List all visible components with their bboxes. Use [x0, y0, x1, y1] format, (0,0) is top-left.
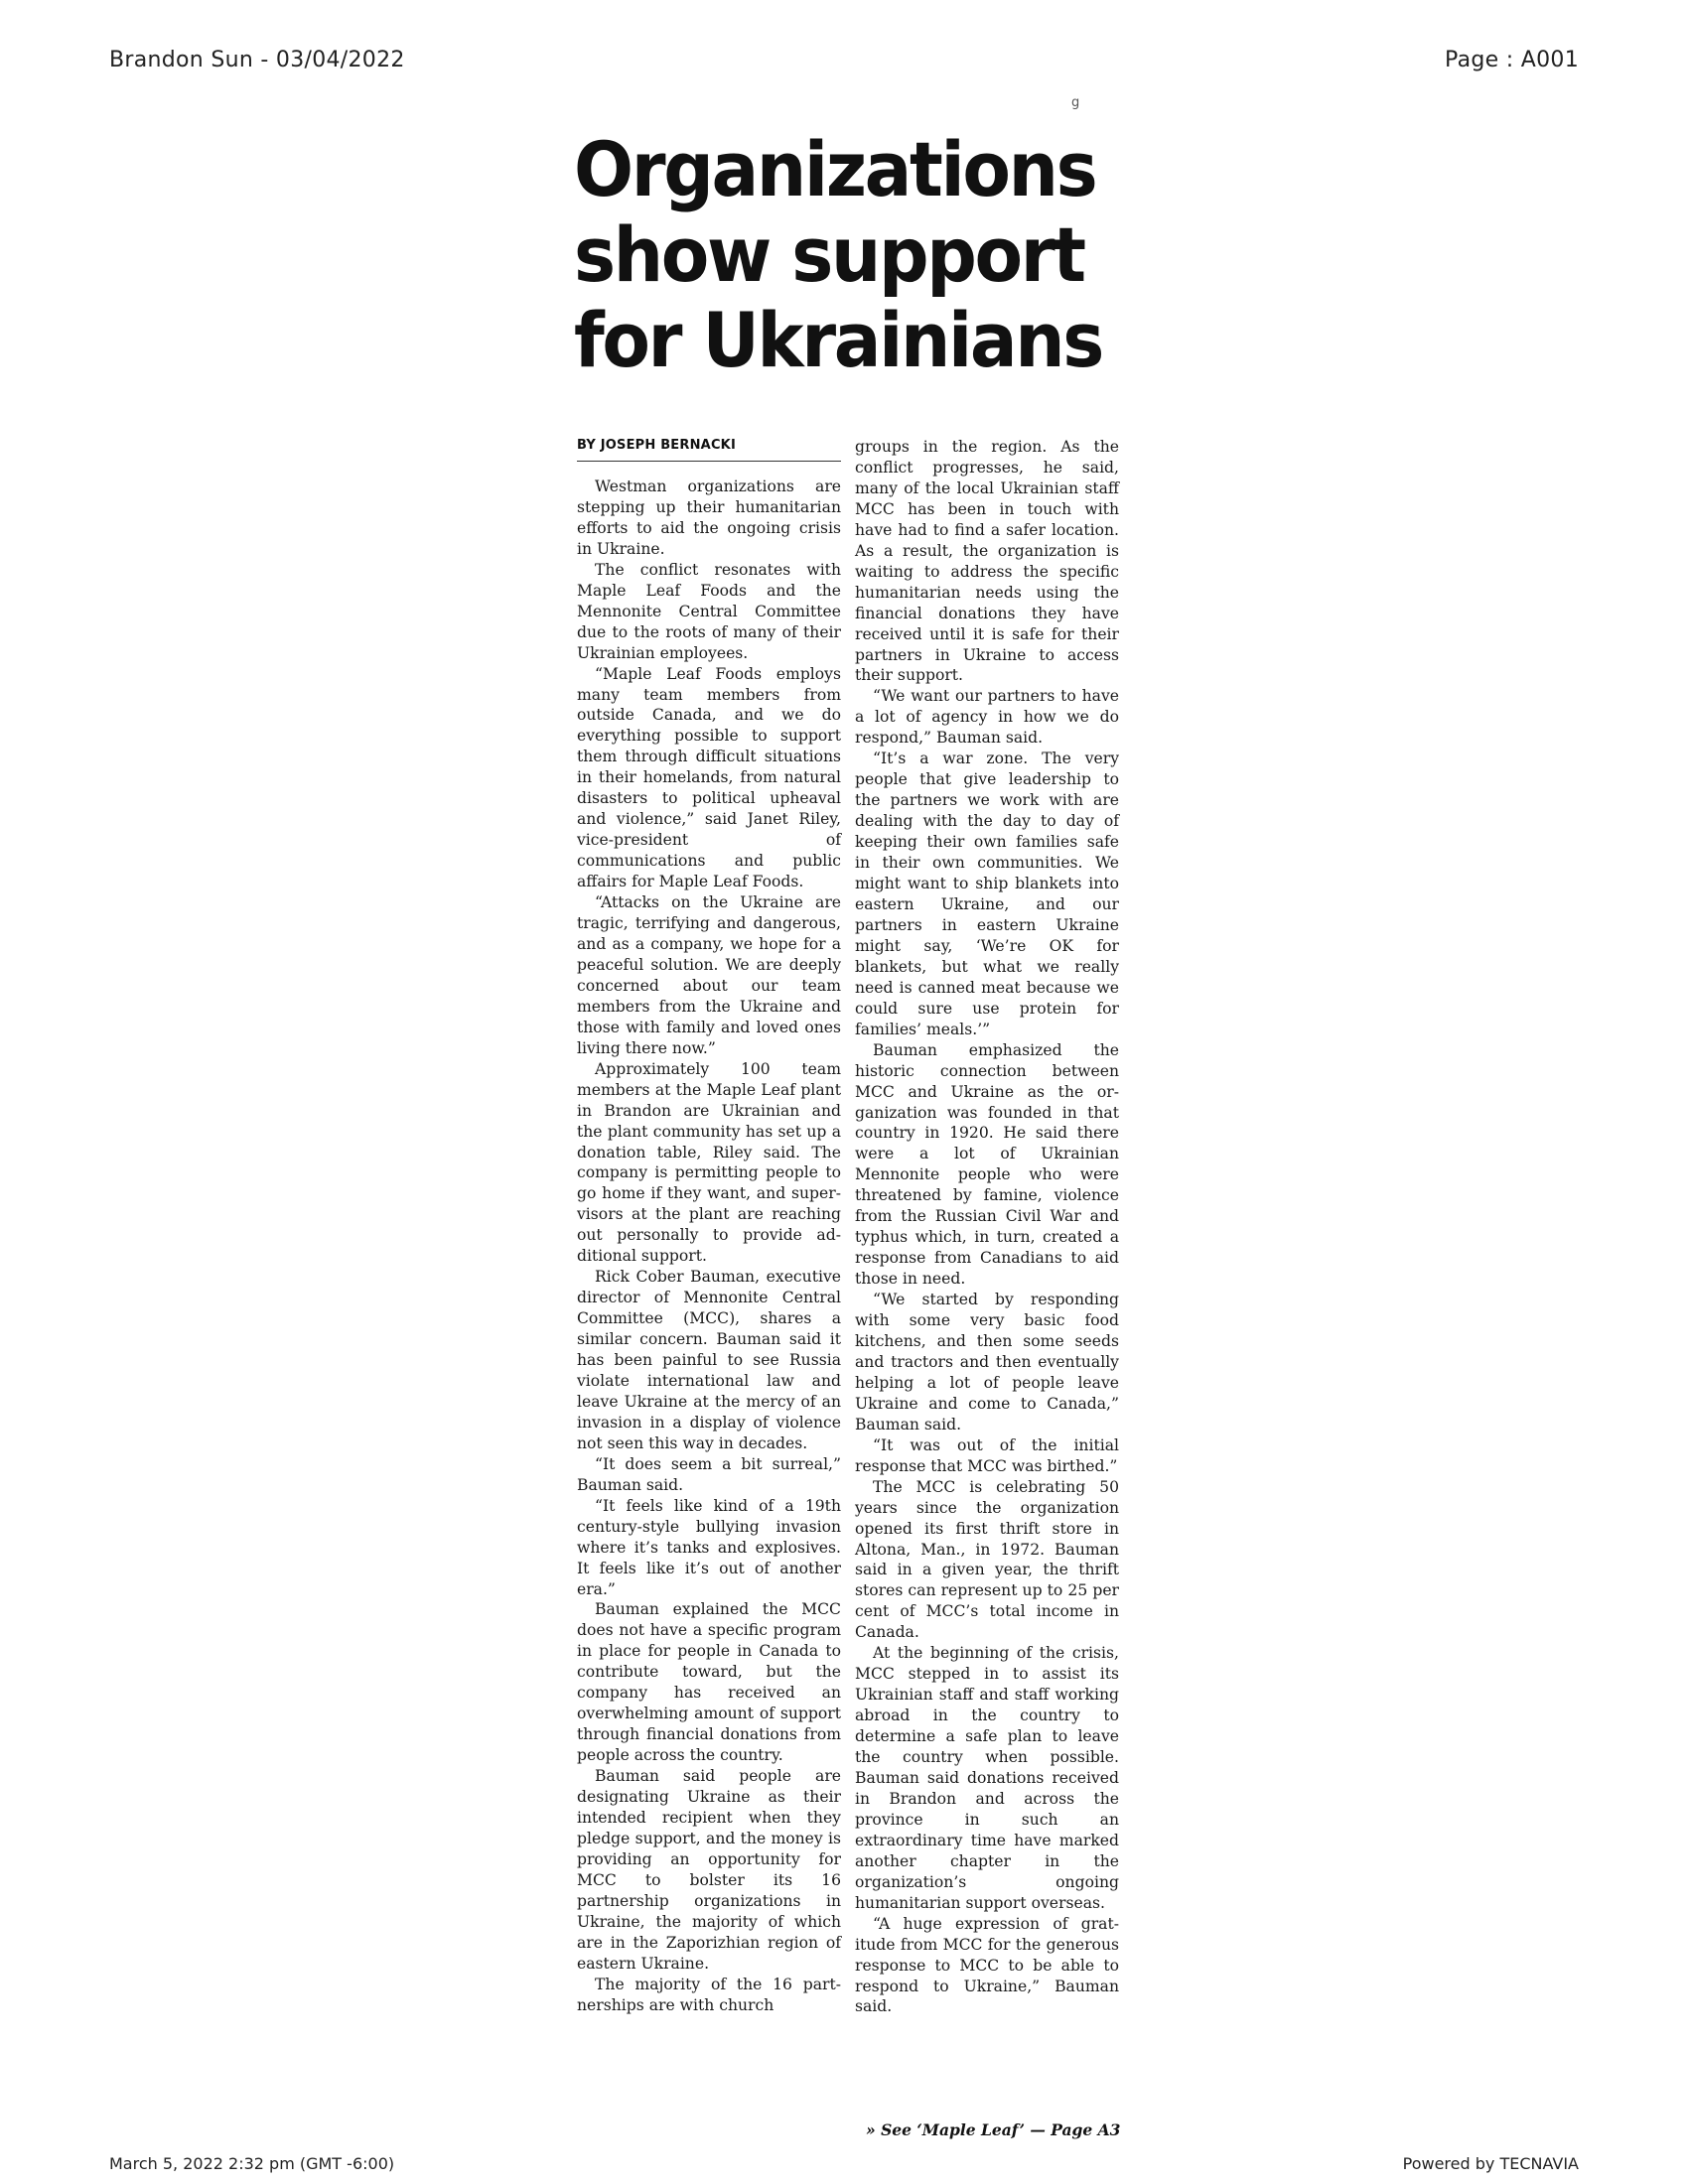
- paragraph: “A huge expression of gratitude from MCC for the generous response to MCC to be able to respond to Ukraine,” Bauman said.: [855, 1914, 1119, 2016]
- paragraph: “It feels like kind of a 19th century-style bullying invasion where it’s tanks and explosives. It feels like it’s out of another era.”: [577, 1496, 841, 1598]
- paragraph: The conflict resonates with Maple Leaf Foods and the Mennonite Central Committee due to the roots of many of their Ukrainian employees.: [577, 560, 841, 662]
- paragraph: “It’s a war zone. The very people that give leadership to the partners we work with are dealing with the day to day of keeping their own families safe in their own communities. We might want to ship blankets into eastern Ukraine, and our partners in eastern Ukraine might say, ‘We’re OK for blankets, but what we really need is canned meat because we could sure use protein for families’ meals.’”: [855, 750, 1119, 1038]
- paragraph: “Attacks on the Ukraine are tragic, terrifying and dangerous, and as a company, we hope for a peaceful solution. We are deeply concerned about our team members from the Ukraine and those with family and loved ones living there now.”: [577, 893, 841, 1057]
- page-header-source-date: Brandon Sun - 03/04/2022: [109, 48, 405, 72]
- jump-line-link[interactable]: » See ‘Maple Leaf’ — Page A3: [866, 2120, 1121, 2139]
- paragraph: At the beginning of the crisis, MCC stepped in to assist its Ukrainian staff and staff working abroad in the country to determine a safe plan to leave the country when possible. Bauman said donations received in Brandon and across the province in such an extraordinary time have marked another chapter in the organization’s ongoing humanitarian support overseas.: [855, 1644, 1119, 1912]
- article-headline: [574, 125, 1103, 384]
- paragraph-continuation: groups in the region. As the conflict progresses, he said, many of the local Ukrainian staff MCC has been in touch with have had to find a safer location. As a result, the organization is waiting to address the specific humanitarian needs using the financial donations they have received until it is safe for their partners in Ukraine to access their support.: [855, 438, 1119, 685]
- paragraph: Rick Cober Bauman, executive director of Mennonite Central Committee (MCC), shares a similar concern. Bauman said it has been painful to see Russia violate international law and leave Ukraine at the mercy of an invasion in a display of violence not seen this way in decades.: [577, 1268, 841, 1452]
- paragraph: Approximately 100 team members at the Maple Leaf plant in Brandon are Ukrainian and the plant community has set up a donation table, Riley said. The company is permitting people to go home if they want, and supervisors at the plant are reaching out personally to provide additional support.: [577, 1059, 841, 1266]
- paragraph: “Maple Leaf Foods employs many team members from outside Canada, and we do everything possible to support them through difficult situations in their homelands, from natural disasters to political upheaval and violence,” said Janet Riley, vice-president of communications and public affairs for Maple Leaf Foods.: [577, 664, 841, 891]
- article-column-1: [577, 477, 841, 2016]
- paragraph: The majority of the 16 partnerships are with church: [577, 1975, 841, 2014]
- headline-line-2: show support: [574, 210, 1084, 299]
- page-header-page-number: Page : A001: [1445, 48, 1579, 72]
- headline-line-1: Organizations: [574, 125, 1096, 213]
- byline: BY JOSEPH BERNACKI: [577, 438, 841, 462]
- page-footer-timestamp: March 5, 2022 2:32 pm (GMT -6:00): [109, 2154, 395, 2173]
- paragraph: “We started by responding with some very basic food kitchens, and then some seeds and tractors and then eventually helping a lot of people leave Ukraine and come to Canada,” Bauman said.: [855, 1291, 1119, 1433]
- page-footer-credit: Powered by TECNAVIA: [1402, 2154, 1579, 2173]
- paragraph: Bauman explained the MCC does not have a specific program in place for people in Canada to contribute toward, but the company has received an overwhelming amount of support through financial donations from people across the country.: [577, 1600, 841, 1765]
- paragraph: Bauman said people are designating Ukraine as their intended recipient when they pledge support, and the money is providing an opportunity for MCC to bolster its 16 partnership organizations in Ukraine, the majority of which are in the Zaporizhian region of eastern Ukraine.: [577, 1767, 841, 1973]
- paragraph: “We want our partners to have a lot of agency in how we do respond,” Bauman said.: [855, 687, 1119, 748]
- paragraph: The MCC is celebrating 50 years since the organization opened its first thrift store in Altona, Man., in 1972. Bauman said in a given year, the thrift stores can represent up to 25 per cent of MCC’s total income in Canada.: [855, 1477, 1119, 1642]
- paragraph: “It was out of the initial response that MCC was birthed.”: [855, 1435, 1119, 1475]
- paragraph: “It does seem a bit surreal,” Bauman said.: [577, 1454, 841, 1494]
- paragraph: Bauman emphasized the historic connection between MCC and Ukraine as the organization was founded in that country in 1920. He said there were a lot of Ukrainian Mennonite people who were threatened by famine, violence from the Russian Civil War and typhus which, in turn, created a response from Canadians to aid those in need.: [855, 1040, 1119, 1289]
- headline-line-3: for Ukrainians: [574, 296, 1103, 384]
- paragraph: Westman organizations are stepping up their humanitarian efforts to aid the ongoing crisis in Ukraine.: [577, 478, 841, 558]
- stray-print-mark: g: [1071, 95, 1080, 110]
- article-column-2: [855, 437, 1119, 2017]
